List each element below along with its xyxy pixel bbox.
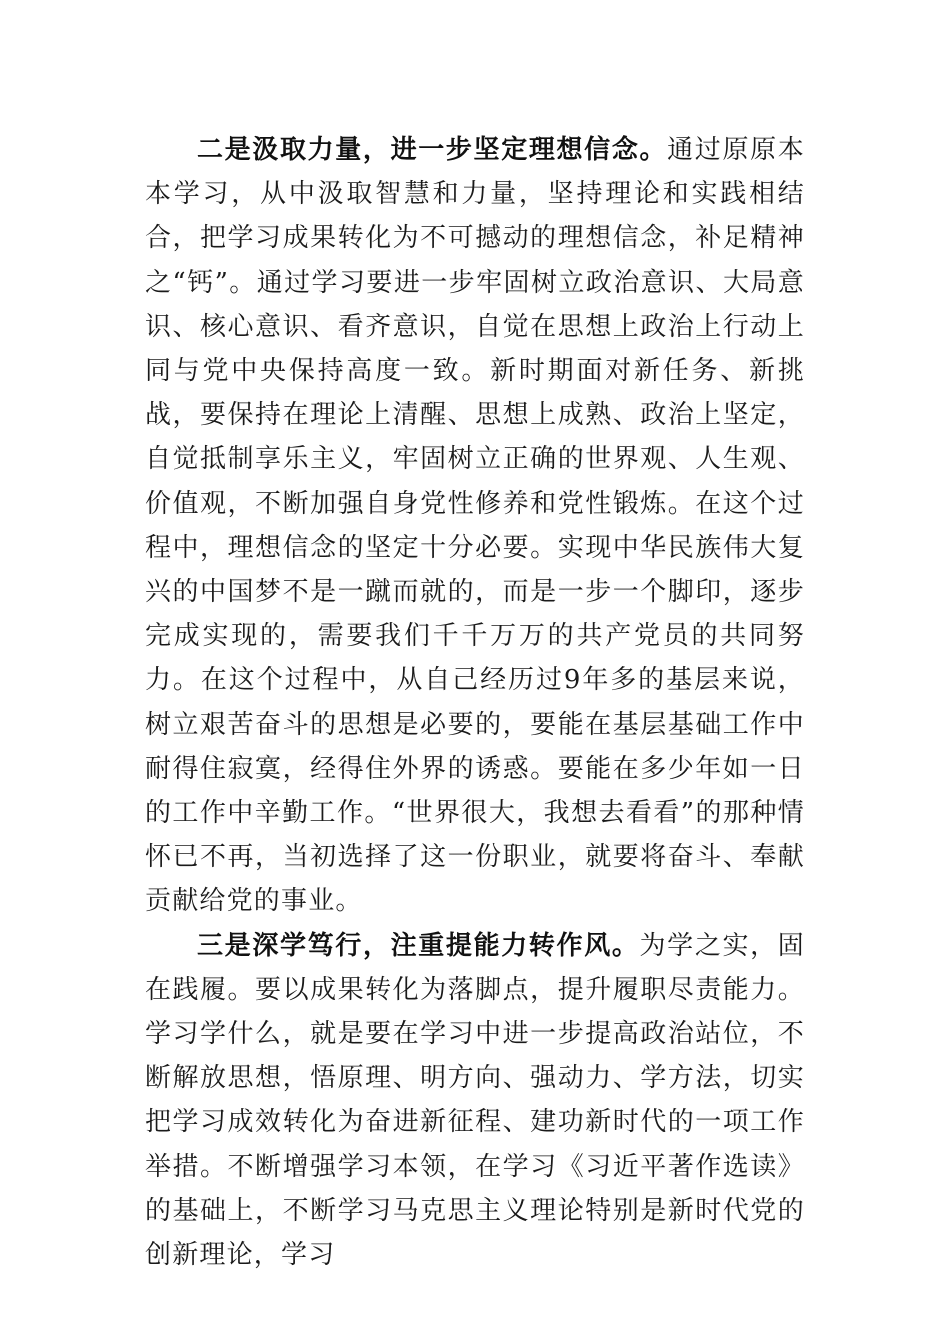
paragraph-3-heading: 三是深学笃行，注重提能力转作风。 bbox=[197, 930, 640, 961]
paragraph-2-text: 通过原原本本学习，从中汲取智慧和力量，坚持理论和实践相结合，把学习成果转化为不可撼动的理想信念，补足精神之“钙”。通过学习要进一步牢固树立政治意识、大局意识、核心意识、看齐意识，自觉在思想上政治上行动上同与党中央保持高度一致。新时期面对新任务、新挑战，要保持在理论上清醒、思想上成熟、政治上坚定，自觉抵制享乐主义，牢固树立正确的世界观、人生观、价值观，不断加强自身党性修养和党性锻炼。在这个过程中，理想信念的坚定十分必要。实现中华民族伟大复兴的中国梦不是一蹴而就的，而是一步一个脚印，逐步完成实现的，需要我们千千万万的共产党员的共同努力。在这个过程中，从自己经历过9年多的基层来说，树立艰苦奋斗的思想是必要的，要能在基层基础工作中耐得住寂寞，经得住外界的诱惑。要能在多少年如一日的工作中辛勤工作。“世界很大，我想去看看”的那种情怀已不再，当初选择了这一份职业，就要将奋斗、奉献贡献给党的事业。 bbox=[145, 135, 805, 917]
paragraph-2-heading: 二是汲取力量，进一步坚定理想信念。 bbox=[197, 135, 668, 165]
paragraph-3 bbox=[145, 924, 805, 1278]
paragraph-3-text: 为学之实，固在践履。要以成果转化为落脚点，提升履职尽责能力。学习学什么，就是要在学习中进一步提高政治站位，不断解放思想，悟原理、明方向、强动力、学方法，切实把学习成效转化为奋进新征程、建功新时代的一项工作举措。不断增强学习本领，在学习《习近平著作选读》的基础上，不断学习马克思主义理论特别是新时代党的创新理论，学习 bbox=[145, 930, 806, 1271]
paragraph-2 bbox=[145, 128, 805, 924]
document-body bbox=[145, 128, 805, 1277]
